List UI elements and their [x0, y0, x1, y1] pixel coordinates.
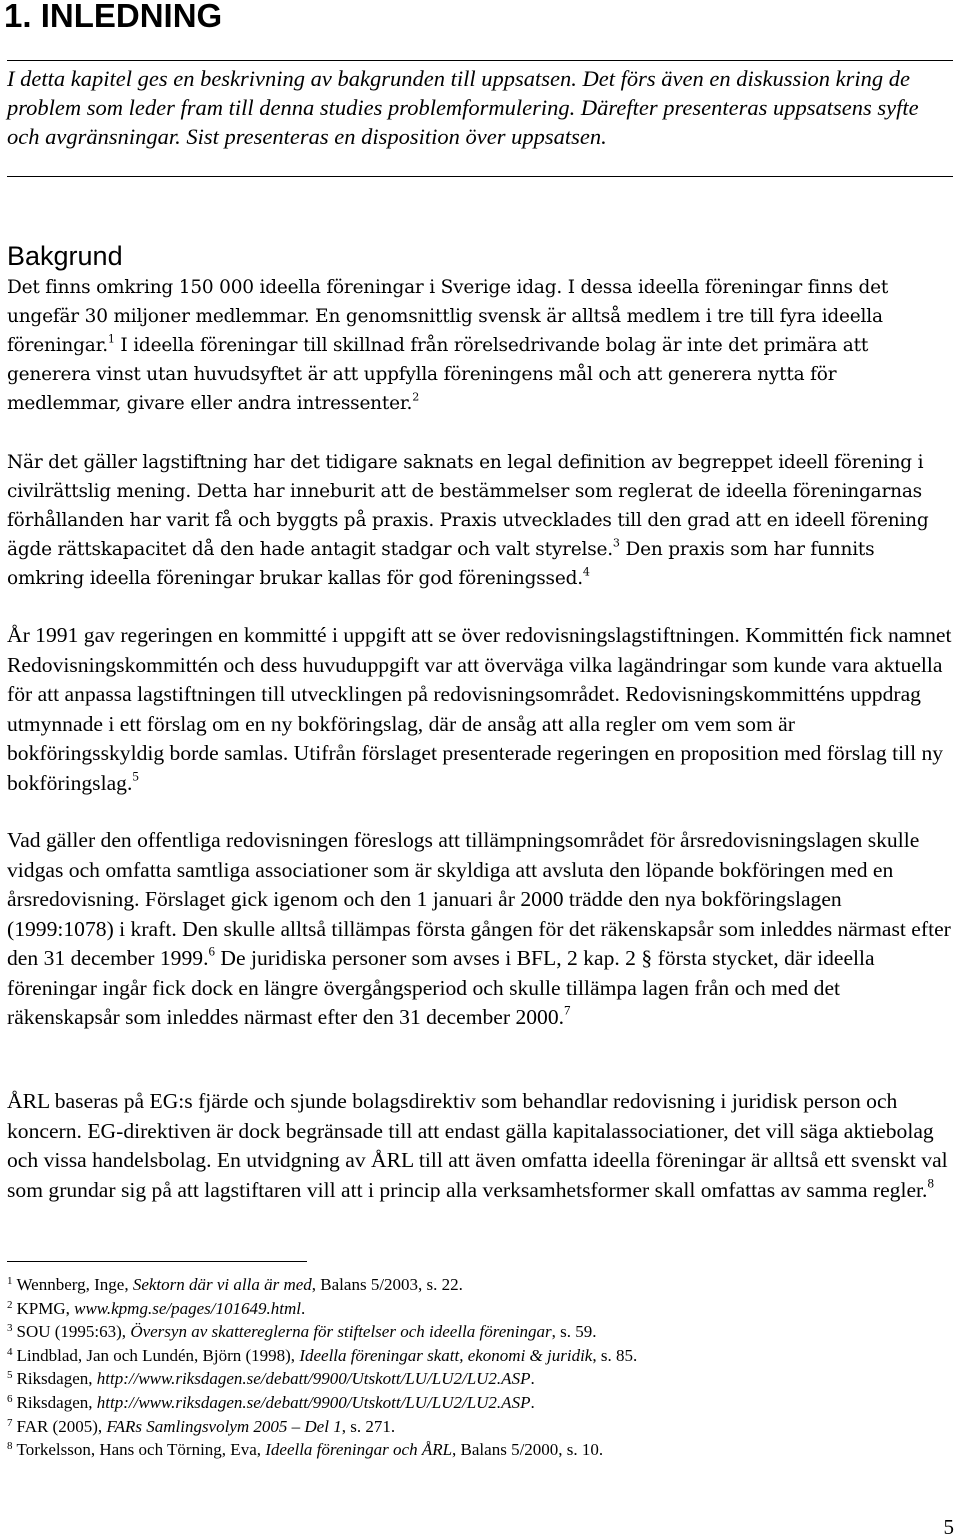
footnote-ref-6: 6 [208, 943, 215, 959]
footnote-text: , s. 85. [592, 1345, 638, 1365]
paragraph-1-text-a: Det finns omkring 150 000 ideella föreningar i Sverige idag. I dessa ideella föreningar finns det ungefär 30 miljoner medlemmar. En genomsnittlig svensk är alltså medlem i tre till fyra ideella föreningar. [7, 277, 889, 356]
chapter-title: 1. INLEDNING [4, 0, 223, 34]
footnote-ref-4: 4 [582, 565, 590, 579]
footnote-text: Lindblad, Jan och Lundén, Björn (1998), [16, 1345, 300, 1365]
footnote-ref-7: 7 [564, 1002, 571, 1018]
page-number: 5 [943, 1515, 954, 1539]
footnote [7, 1297, 953, 1321]
footnote-number: 7 [7, 1416, 13, 1429]
footnote-number: 3 [7, 1322, 13, 1335]
footnote-italic: Sektorn där vi alla är med [132, 1275, 312, 1294]
footnote-text: Riksdagen, [16, 1369, 97, 1389]
footnote [7, 1391, 953, 1415]
footnote-text: KPMG, [16, 1298, 75, 1318]
footnote-number: 6 [7, 1392, 13, 1405]
chapter-intro: I detta kapitel ges en beskrivning av bakgrunden till uppsatsen. Det förs även en diskussion kring de problem som leder fram till denna studies problemformulering. Därefter presenteras uppsatsens syfte och avgränsningar. Sist presenteras en disposition över uppsatsen. [7, 66, 919, 149]
paragraph-4-text-b: De juridiska personer som avses i BFL, 2 kap. 2 § första stycket, där ideella föreningar ingår fick dock en längre övergångsperiod och skulle tillämpa lagen från och med det räkenskapsår som inleddes närmast efter den 31 december 2000. [7, 946, 875, 1029]
footnote-link[interactable]: www.kpmg.se/pages/101649.html [74, 1298, 301, 1318]
footnote-italic: FARs Samlingsvolym 2005 – Del 1 [106, 1416, 342, 1436]
footnote-text: Torkelsson, Hans och Törning, Eva, [16, 1440, 266, 1460]
footnote [7, 1415, 953, 1439]
footnote [7, 1438, 953, 1462]
intro-rule [7, 176, 953, 177]
footnote-number: 4 [7, 1345, 13, 1358]
footnote-text: , s. 59. [551, 1322, 597, 1342]
paragraph-4 [7, 826, 953, 1033]
footnote [7, 1344, 953, 1368]
paragraph-5 [7, 1087, 953, 1205]
paragraph-5-text-a: ÅRL baseras på EG:s fjärde och sjunde bolagsdirektiv som behandlar redovisning i juridisk person och koncern. EG-direktiven är dock begränsade till att endast gälla kapitalassociationer, det vill säga aktiebolag och vissa handelsbolag. En utvidgning av ÅRL till att även omfatta ideella föreningar är alltså ett svenskt val som grundar sig på att lagstiftaren vill att i princip alla verksamhetsformer skall omfattas av samma regler. [7, 1089, 948, 1202]
footnote-text: . [530, 1392, 535, 1412]
footnote [7, 1273, 953, 1297]
paragraph-3-text-a: År 1991 gav regeringen en kommitté i uppgift att se över redovisningslagstiftningen. Kommittén fick namnet Redovisningskommittén och dess huvuduppgift var att överväga vilka lagändringar som kunde vara aktuella för att anpassa lagstiftningen till utvecklingen på redovisningsområdet. Redovisningskommitténs uppdrag utmynnade i ett förslag om en ny bokföringslag, där de ansåg att alla regler om vem som är bokföringsskyldig borde samlas. Utifrån förslaget presenterade regeringen en proposition med förslag till ny bokföringslag. [7, 623, 952, 795]
footnote-text: , Balans 5/2003, s. 22. [311, 1275, 463, 1294]
paragraph-2-text-a: När det gäller lagstiftning har det tidigare saknats en legal definition av begreppet ideell förening i civilrättslig mening. Detta har inneburit att de bestämmelser som reglerat de ideella föreningarnas förhållanden har varit få och byggts på praxis. Praxis utvecklades till den grad att en ideell förening ägde rättskapacitet då den hade antagit stadgar och valt styrelse. [7, 452, 929, 560]
footnote-ref-8: 8 [927, 1174, 934, 1190]
paragraph-2 [7, 448, 953, 593]
footnote-separator [7, 1261, 307, 1262]
footnote-link[interactable]: http://www.riksdagen.se/debatt/9900/Utskott/LU/LU2/LU2.ASP [96, 1369, 531, 1389]
footnote-link[interactable]: http://www.riksdagen.se/debatt/9900/Utskott/LU/LU2/LU2.ASP [96, 1392, 531, 1412]
footnote-number: 1 [7, 1275, 13, 1287]
footnote-text: , s. 271. [341, 1416, 396, 1436]
footnote-text: . [530, 1369, 535, 1389]
footnote-text: Wennberg, Inge, [16, 1275, 133, 1294]
footnote-ref-5: 5 [132, 767, 139, 783]
footnote-text: SOU (1995:63), [16, 1322, 131, 1342]
paragraph-4-text-a: Vad gäller den offentliga redovisningen föreslogs att tillämpningsområdet för årsredovisningslagen skulle vidgas och omfatta samtliga associationer som är skyldiga att avsluta den löpande bokföringen med en årsredovisning. Förslaget gick igenom och den 1 januari år 2000 trädde den nya bokföringslagen (1999:1078) i kraft. Den skulle alltså tillämpas första gången för det räkenskapsår som inleddes närmast efter den 31 december 1999. [7, 828, 951, 970]
footnote-italic: Översyn av skattereglerna för stiftelser och ideella föreningar [130, 1322, 552, 1342]
footnote-list [7, 1273, 953, 1462]
paragraph-1-text-b: I ideella föreningar till skillnad från rörelsedrivande bolag är inte det primära att generera vinst utan huvudsyftet är att uppfylla föreningens mål och att generera nytta för medlemmar, givare eller andra intressenter. [7, 335, 869, 414]
footnote-number: 8 [7, 1440, 13, 1453]
footnote-italic: Ideella föreningar och ÅRL [265, 1440, 453, 1460]
footnote-ref-1: 1 [107, 332, 115, 346]
footnote-text: Riksdagen, [16, 1392, 97, 1412]
footnote-number: 2 [7, 1298, 13, 1311]
paragraph-2-text-b: Den praxis som har funnits omkring ideella föreningar brukar kallas för god föreningssed. [7, 539, 875, 589]
footnote-italic: Ideella föreningar skatt, ekonomi & juridik [299, 1345, 593, 1365]
footnote [7, 1320, 953, 1344]
footnote [7, 1367, 953, 1391]
section-heading: Bakgrund [7, 241, 123, 271]
footnote-text: . [300, 1298, 306, 1318]
footnote-ref-3: 3 [612, 536, 620, 550]
paragraph-3 [7, 621, 953, 798]
paragraph-1 [7, 273, 953, 418]
footnote-ref-2: 2 [412, 390, 420, 404]
footnote-number: 5 [7, 1369, 13, 1382]
top-rule [7, 60, 953, 61]
footnote-text: , Balans 5/2000, s. 10. [452, 1440, 604, 1460]
footnote-text: FAR (2005), [16, 1416, 107, 1436]
